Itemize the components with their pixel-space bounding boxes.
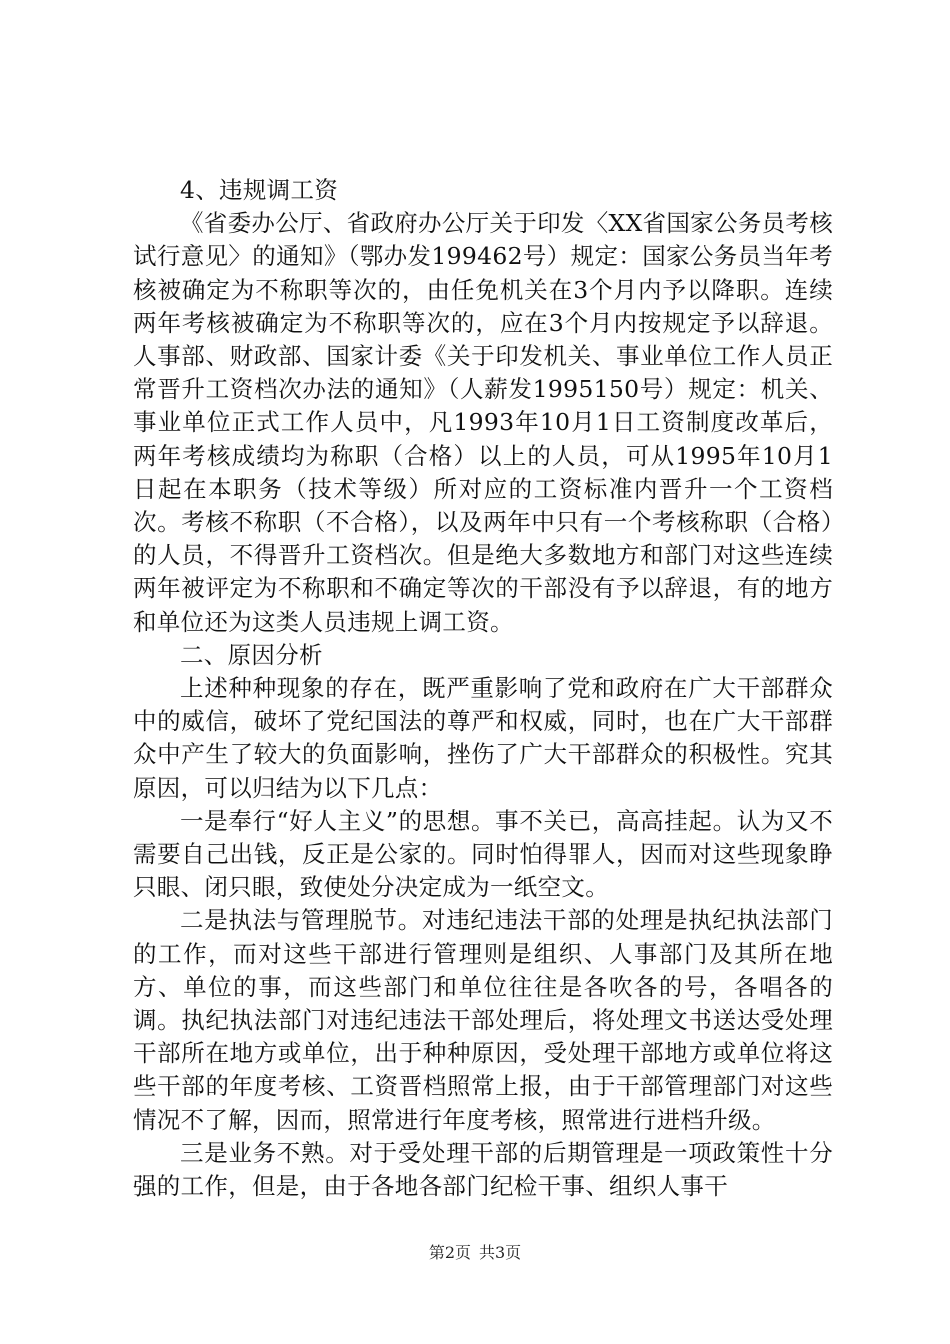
document-body xyxy=(133,174,833,1203)
page-total: 共3页 xyxy=(479,1243,522,1262)
paragraph-cause-two: 二是执法与管理脱节。对违纪违法干部的处理是执纪执法部门的工作，而对这些干部进行管理则是组织、人事部门及其所在地方、单位的事，而这些部门和单位往往是各吹各的号，各唱各的调。执纪执法部门对违纪违法干部处理后，将处理文书送达受处理干部所在地方或单位，出于种种原因，受处理干部地方或单位将这些干部的年度考核、工资晋档照常上报，由于干部管理部门对这些情况不了解，因而，照常进行年度考核，照常进行进档升级。 xyxy=(133,906,833,1134)
section-heading-illegal-wage: 4、违规调工资 xyxy=(180,176,339,204)
paragraph-regulations: 《省委办公厅、省政府办公厅关于印发〈XX省国家公务员考核试行意见〉的通知》（鄂办发199462号）规定：国家公务员当年考核被确定为不称职等次的，由任免机关在3个月内予以降职。连续两年考核被确定为不称职等次的，应在3个月内按规定予以辞退。人事部、财政部、国家计委《关于印发机关、事业单位工作人员正常晋升工资档次办法的通知》（人薪发1995150号）规定：机关、事业单位正式工作人员中，凡1993年10月1日工资制度改革后，两年考核成绩均为称职（合格）以上的人员，可从1995年10月1日起在本职务（技术等级）所对应的工资标准内晋升一个工资档次。考核不称职（不合格），以及两年中只有一个考核称职（合格）的人员，不得晋升工资档次。但是绝大多数地方和部门对这些连续两年被评定为不称职和不确定等次的干部没有予以辞退，有的地方和单位还为这类人员违规上调工资。 xyxy=(133,209,833,636)
section-heading-cause-analysis: 二、原因分析 xyxy=(180,640,323,669)
page-footer xyxy=(0,1243,950,1263)
paragraph-cause-one: 一是奉行“好人主义”的思想。事不关已，高高挂起。认为又不需要自己出钱，反正是公家的。同时怕得罪人，因而对这些现象睁只眼、闭只眼，致使处分决定成为一纸空文。 xyxy=(133,806,833,902)
page-number: 第2页 xyxy=(428,1243,471,1262)
paragraph-cause-three: 三是业务不熟。对于受处理干部的后期管理是一项政策性十分强的工作，但是，由于各地各部门纪检干事、组织人事干 xyxy=(133,1138,833,1201)
paragraph-cause-intro: 上述种种现象的存在，既严重影响了党和政府在广大干部群众中的威信，破坏了党纪国法的尊严和权威，同时，也在广大干部群众中产生了较大的负面影响，挫伤了广大干部群众的积极性。究其原因，可以归结为以下几点： xyxy=(133,674,833,802)
